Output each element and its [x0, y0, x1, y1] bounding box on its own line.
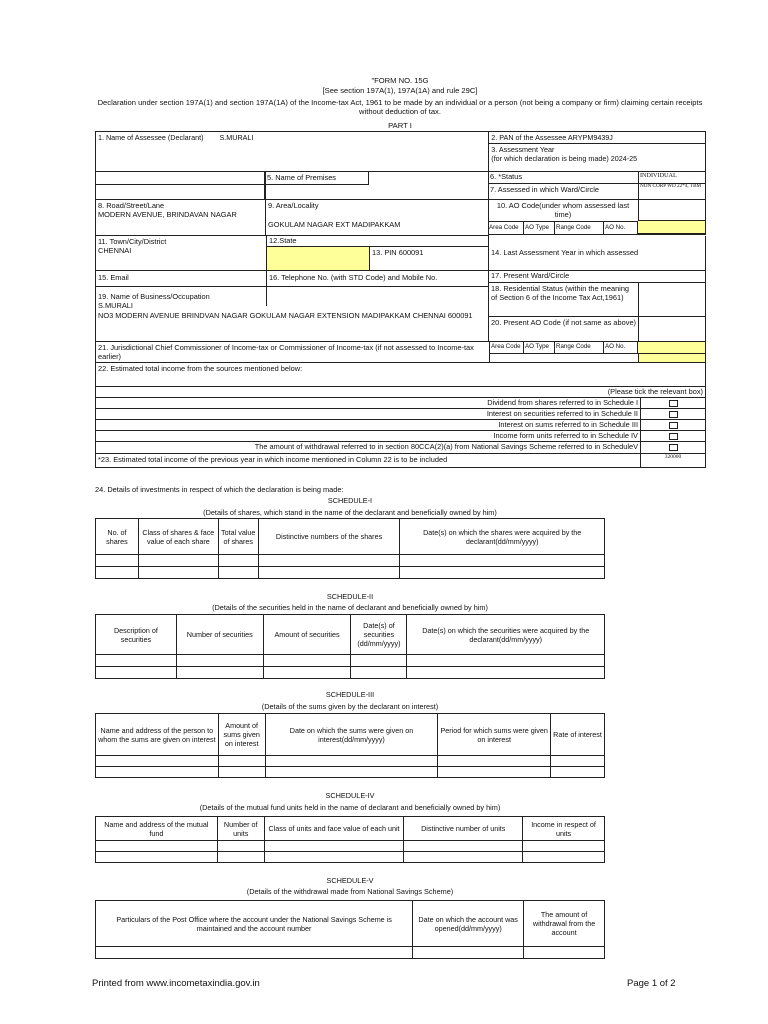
ward-label: 7. Assessed in which Ward/Circle: [490, 185, 599, 194]
ao-type: AO Type: [524, 221, 555, 234]
source-dividend: Dividend from shares referred to in Schedule I: [95, 398, 640, 409]
checkbox-securities[interactable]: [669, 411, 678, 418]
schedule2-table: [95, 614, 605, 679]
schedule3-title: SCHEDULE-III: [325, 690, 375, 699]
phone-cell[interactable]: [267, 271, 488, 287]
source-securities: Interest on securities referred to in Schedule II: [95, 409, 640, 420]
s1-col-class: Class of shares & face value of each share: [138, 519, 218, 555]
business-name: S.MURALI: [98, 301, 133, 311]
status-value: INDIVIDUAL: [638, 171, 706, 184]
s5-col-post-office: Particulars of the Post Office where the account under the National Savings Scheme is maintained and the account number: [96, 901, 413, 947]
s5-col-amount: The amount of withdrawal from the account: [524, 901, 605, 947]
s2-col-amount: Amount of securities: [263, 615, 351, 655]
source-units: Income form units referred to in Schedule IV: [95, 431, 640, 442]
s2-col-acquired: Date(s) on which the securities were acquired by the declarant(dd/mm/yyyy): [407, 615, 605, 655]
s4-col-distinctive: Distinctive number of units: [404, 817, 523, 841]
tick-note: (Please tick the relevant box): [95, 387, 706, 398]
pan-cell[interactable]: [489, 132, 706, 144]
ward-value: NON CORP WD 22*4, TBM: [638, 184, 706, 200]
estimated-income-label: 22. Estimated total income from the sources mentioned below:: [98, 364, 303, 373]
s3-col-rate: Rate of interest: [551, 714, 605, 756]
s2-col-date: Date(s) of securities (dd/mm/yyyy): [351, 615, 407, 655]
status-cell[interactable]: [488, 171, 638, 184]
s3-col-name-address: Name and address of the person to whom the sums are given on interest: [96, 714, 219, 756]
table-row[interactable]: [96, 841, 605, 852]
prev-income-value[interactable]: 320000: [640, 454, 706, 468]
ao-code-input[interactable]: [638, 221, 706, 234]
town-label: 11. Town/City/District: [98, 237, 167, 246]
schedule4-subtitle: (Details of the mutual fund units held in the name of declarant and beneficially owned by him): [199, 803, 501, 812]
s1-col-date: Date(s) on which the shares were acquired by the declarant(dd/mm/yyyy): [400, 519, 605, 555]
s4-col-mutual-fund: Name and address of the mutual fund: [96, 817, 218, 841]
investments-label: 24. Details of investments in respect of which the declaration is being made:: [95, 485, 344, 494]
residential-label: 18. Residential Status (within the meaning of Section 6 of the Income Tax Act,1961): [491, 284, 630, 303]
s3-col-date: Date on which the sums were given on interest(dd/mm/yyyy): [265, 714, 438, 756]
pin-cell[interactable]: [369, 247, 488, 271]
pin-label: 13. PIN: [372, 248, 397, 257]
s3-col-amount: Amount of sums given on interest: [218, 714, 265, 756]
table-row[interactable]: [96, 852, 605, 863]
town-value: CHENNAI: [98, 246, 132, 256]
jur-ao-input[interactable]: [638, 342, 706, 354]
jur-ao-type: AO Type: [524, 342, 555, 354]
part-heading: PART I: [388, 121, 412, 130]
schedule4-title: SCHEDULE-IV: [325, 791, 375, 800]
s3-col-period: Period for which sums were given on interest: [438, 714, 551, 756]
schedule1-table: [95, 518, 605, 579]
source-sums: Interest on sums referred to in Schedule III: [95, 420, 640, 431]
town-cell[interactable]: [95, 236, 266, 271]
assessment-year-label: 3. Assessment Year: [491, 145, 555, 154]
table-row[interactable]: [96, 667, 605, 679]
road-label: 8. Road/Street/Lane: [98, 201, 165, 210]
schedule2-subtitle: (Details of the securities held in the name of declarant and beneficially owned by him): [212, 603, 488, 612]
table-row[interactable]: [96, 567, 605, 579]
estimated-income-cell: [95, 363, 706, 387]
schedule5-subtitle: (Details of the withdrawal made from National Savings Scheme): [246, 887, 454, 896]
schedule3-subtitle: (Details of the sums given by the declarant on interest): [261, 702, 439, 711]
source-nss: The amount of withdrawal referred to in section 80CCA(2)(a) from National Savings Scheme referred to in ScheduleV: [95, 442, 640, 454]
s2-col-number: Number of securities: [176, 615, 263, 655]
ao-no: AO No.: [604, 221, 638, 234]
road-value: MODERN AVENUE, BRINDAVAN NAGAR: [98, 210, 237, 220]
business-address: NO3 MODERN AVENUE BRINDVAN NAGAR GOKULAM NAGAR EXTENSION MADIPAKKAM CHENNAI 600091: [98, 310, 473, 320]
schedule1-title: SCHEDULE-I: [327, 496, 373, 505]
last-ay-label: 14. Last Assessment Year in which assessed: [491, 248, 639, 257]
table-row[interactable]: [96, 756, 605, 767]
declaration-text: Declaration under section 197A(1) and section 197A(1A) of the Income-tax Act, 1961 to be made by an individual or a person (not being a company or firm) claiming certain receipts without deduction of tax.: [97, 98, 703, 117]
checkbox-dividend[interactable]: [669, 400, 678, 407]
assessment-year-value: 2024-25: [610, 154, 638, 163]
pan-value: ARYPM9439J: [567, 133, 613, 142]
premises-cell[interactable]: [265, 171, 488, 200]
ao-range-code: Range Code: [555, 221, 604, 234]
jur-ao-no: AO No.: [604, 342, 638, 354]
pin-value: 600091: [398, 248, 424, 257]
state-label: 12.State: [269, 236, 297, 245]
name-value: S.MURALI: [219, 133, 254, 142]
assessment-year-sub: (for which declaration is being made): [491, 154, 609, 163]
page-number: Page 1 of 2: [627, 978, 676, 989]
schedule3-table: [95, 713, 605, 778]
name-label: 1. Name of Assessee (Declarant): [98, 133, 204, 142]
schedule1-subtitle: (Details of shares, which stand in the name of the declarant and beneficially owned by him): [203, 508, 497, 517]
s4-col-class: Class of units and face value of each unit: [264, 817, 404, 841]
s2-col-description: Description of securities: [96, 615, 177, 655]
state-cell[interactable]: [267, 236, 488, 247]
status-label: 6. *Status: [490, 172, 523, 181]
residential-cell[interactable]: [489, 283, 639, 317]
s4-col-income: Income in respect of units: [523, 817, 605, 841]
email-cell[interactable]: [95, 271, 266, 287]
phone-label: 16. Telephone No. (with STD Code) and Mobile No.: [269, 273, 438, 282]
jur-range-code: Range Code: [555, 342, 604, 354]
table-row[interactable]: [96, 655, 605, 667]
s1-col-no-shares: No. of shares: [96, 519, 139, 555]
ao-area-code: Area Code: [488, 221, 524, 234]
ao-code-cell[interactable]: [488, 200, 638, 221]
ward-cell[interactable]: [488, 184, 638, 200]
premises-label: 5. Name of Premises: [267, 173, 337, 182]
schedule2-title: SCHEDULE-II: [326, 592, 374, 601]
checkbox-nss[interactable]: [669, 444, 678, 451]
table-row[interactable]: [96, 767, 605, 778]
area-value: GOKULAM NAGAR EXT MADIPAKKAM: [268, 220, 401, 230]
present-ao-label: 20. Present AO Code (if not same as above): [491, 318, 637, 327]
name-cell[interactable]: [96, 132, 489, 144]
s5-col-date-opened: Date on which the account was opened(dd/mm/yyyy): [413, 901, 524, 947]
footer-source: Printed from www.incometaxindia.gov.in: [92, 978, 260, 989]
assessment-year-cell[interactable]: [489, 144, 706, 172]
area-label: 9. Area/Locality: [268, 201, 319, 210]
present-ao-cell[interactable]: [489, 317, 639, 342]
jurisdiction-label: 21. Jurisdictional Chief Commissioner of Income-tax or Commissioner of Income-tax (if not assessed to Income-tax earlier): [98, 343, 474, 362]
checkbox-units[interactable]: [669, 433, 678, 440]
business-label: 19. Name of Business/Occupation: [98, 292, 210, 301]
prev-income-label: *23. Estimated total income of the previous year in which income mentioned in Column 22 is to be included: [95, 454, 640, 468]
schedule5-title: SCHEDULE-V: [326, 876, 374, 885]
business-cell[interactable]: [95, 287, 488, 342]
ao-code-label: 10. AO Code(under whom assessed last time): [496, 201, 630, 220]
table-row[interactable]: [96, 555, 605, 567]
state-input[interactable]: [267, 247, 369, 271]
form-number: "FORM NO. 15G: [371, 76, 429, 85]
present-ward-cell[interactable]: [489, 271, 706, 283]
email-label: 15. Email: [98, 273, 129, 282]
checkbox-sums[interactable]: [669, 422, 678, 429]
pan-label: 2. PAN of the Assessee: [491, 133, 567, 142]
schedule4-table: [95, 816, 605, 863]
table-row[interactable]: [96, 947, 605, 959]
s4-col-units: Number of units: [217, 817, 264, 841]
last-ay-cell[interactable]: [489, 247, 706, 271]
present-ward-label: 17. Present Ward/Circle: [491, 271, 570, 280]
road-cell[interactable]: [95, 200, 266, 236]
jurisdiction-cell[interactable]: [95, 342, 489, 363]
jur-area-code: Area Code: [489, 342, 524, 354]
s1-col-total-value: Total value of shares: [218, 519, 258, 555]
see-section: [See section 197A(1), 197A(1A) and rule 29C]: [322, 86, 478, 95]
s1-col-distinctive: Distinctive numbers of the shares: [258, 519, 400, 555]
area-cell[interactable]: [266, 200, 488, 236]
schedule5-table: [95, 900, 605, 959]
